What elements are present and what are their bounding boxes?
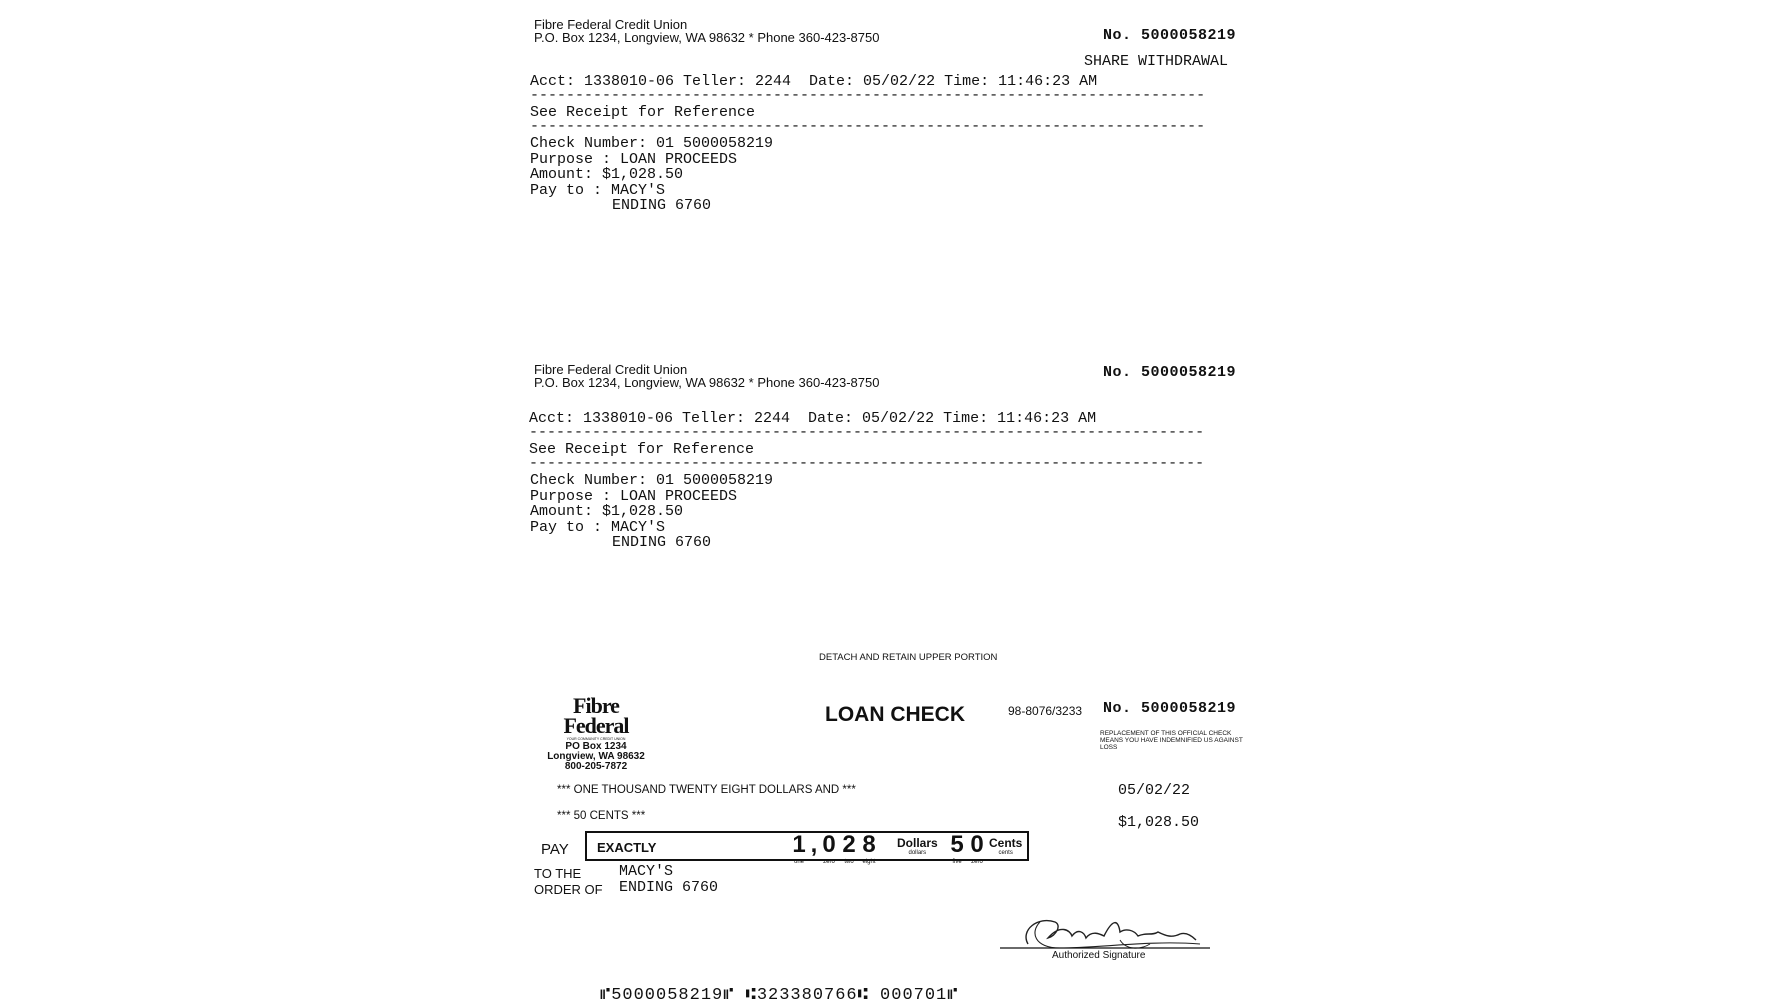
stub1-divider-2: --------------------------------------------------------------------------- — [530, 118, 1206, 135]
stub1-check-number: No. 5000058219 — [1103, 27, 1237, 44]
stub2-institution-name: Fibre Federal Credit Union — [534, 362, 688, 377]
stub1-institution-name: Fibre Federal Credit Union — [534, 17, 688, 32]
routing-fraction: 98-8076/3233 — [1008, 704, 1083, 718]
logo-phone: 800-205-7872 — [564, 761, 628, 772]
stub1-transaction-type: SHARE WITHDRAWAL — [1084, 53, 1229, 70]
dollar-digit-cell — [809, 831, 819, 865]
cent-digit: 0 — [970, 831, 984, 858]
dollars-label: Dollars — [897, 836, 938, 850]
dollar-digit-word: zero — [823, 859, 835, 865]
logo-tagline: YOUR COMMUNITY CREDIT UNION — [566, 737, 626, 741]
check-amount: $1,028.50 — [1118, 814, 1200, 831]
stub1-details — [530, 136, 773, 214]
check-title: LOAN CHECK — [825, 703, 965, 726]
dollar-digit-word: one — [793, 859, 804, 865]
stub2-acct-line: Acct: 1338010-06 Teller: 2244 Date: 05/02/22 Time: 11:46:23 AM — [529, 410, 1097, 427]
detach-instruction: DETACH AND RETAIN UPPER PORTION — [819, 652, 998, 663]
payee — [619, 864, 718, 896]
stub2-check-number-line: Check Number: 01 5000058219 — [530, 472, 774, 489]
stub1-purpose-line: Purpose : LOAN PROCEEDS — [530, 150, 738, 168]
credit-union-logo — [540, 693, 652, 772]
pay-label: PAY — [541, 841, 569, 858]
payee-label — [534, 866, 603, 898]
written-amount-cents: *** 50 CENTS *** — [557, 810, 646, 822]
payee-name: MACY'S — [619, 863, 674, 880]
stub1-divider: --------------------------------------------------------------------------- — [530, 87, 1206, 104]
logo-address2: Longview, WA 98632 — [547, 751, 645, 762]
dollar-digit-cell — [859, 831, 879, 865]
check-date: 05/02/22 — [1118, 782, 1191, 799]
cent-digit: 5 — [950, 831, 964, 858]
dollars-group — [897, 836, 938, 856]
stub1-payto-line: Pay to : MACY'S — [530, 181, 666, 199]
micr-line: ⑈5000058219⑈ ⑆323380766⑆ 000701⑈ — [600, 986, 959, 1005]
logo-address1: PO Box 1234 — [565, 741, 627, 752]
cent-digit-cell — [947, 831, 967, 865]
stub2-reference: See Receipt for Reference — [529, 441, 755, 458]
cents-group — [989, 836, 1022, 856]
cent-digit-word: zero — [971, 859, 983, 865]
dollars-sublabel: dollars — [908, 850, 927, 856]
dollar-digit-cell — [839, 831, 859, 865]
stub1-amount-line: Amount: $1,028.50 — [530, 166, 684, 183]
cent-digit-cell — [967, 831, 987, 865]
dollar-digit: 0 — [822, 831, 836, 858]
stub2-check-number: No. 5000058219 — [1103, 364, 1237, 381]
stub2-purpose-line: Purpose : LOAN PROCEEDS — [530, 487, 738, 505]
to-the-label: TO THE — [534, 866, 582, 881]
payee-line2: ENDING 6760 — [619, 879, 719, 896]
stub2-divider: --------------------------------------------------------------------------- — [529, 424, 1205, 441]
check-number: No. 5000058219 — [1103, 700, 1237, 717]
authorized-signature-label: Authorized Signature — [1052, 950, 1146, 961]
order-of-label: ORDER OF — [534, 882, 603, 897]
stub2-amount-line: Amount: $1,028.50 — [530, 503, 684, 520]
dollar-digit: , — [810, 831, 818, 858]
stub2-institution-address: P.O. Box 1234, Longview, WA 98632 * Phone 360-423-8750 — [534, 375, 880, 390]
exactly-label: EXACTLY — [597, 840, 657, 855]
replacement-notice: REPLACEMENT OF THIS OFFICIAL CHECK MEANS YOU HAVE INDEMNIFIED US AGAINST LOSS — [1100, 730, 1243, 751]
dollar-digits — [789, 831, 879, 865]
dollar-digit: 2 — [842, 831, 856, 858]
dollar-digit: 8 — [862, 831, 876, 858]
stub1-check-number-line: Check Number: 01 5000058219 — [530, 135, 774, 152]
stub1-payto-line2: ENDING 6760 — [612, 197, 712, 214]
cent-digit-word: five — [952, 859, 962, 865]
dollar-digit-word: two — [844, 859, 854, 865]
logo-word-fibre: Fibre — [573, 693, 619, 718]
cents-sublabel: cents — [998, 850, 1013, 856]
cents-label: Cents — [989, 836, 1023, 850]
dollar-digit: 1 — [792, 831, 806, 858]
stub1-institution-address: P.O. Box 1234, Longview, WA 98632 * Phone 360-423-8750 — [534, 30, 880, 45]
stub1-reference: See Receipt for Reference — [530, 104, 756, 121]
stub2-payto-line: Pay to : MACY'S — [530, 518, 666, 536]
stub1-acct-line: Acct: 1338010-06 Teller: 2244 Date: 05/02/22 Time: 11:46:23 AM — [530, 73, 1098, 90]
stub2-details — [530, 473, 773, 551]
dollar-digit-word: eight — [862, 859, 876, 865]
stub2-divider-2: --------------------------------------------------------------------------- — [529, 455, 1205, 472]
cent-digits — [947, 831, 987, 865]
dollar-digit-cell — [789, 831, 809, 865]
stub2-payto-line2: ENDING 6760 — [612, 534, 712, 551]
amount-box — [585, 831, 1029, 865]
written-amount-dollars: *** ONE THOUSAND TWENTY EIGHT DOLLARS AND *** — [557, 784, 856, 796]
dollar-digit-cell — [819, 831, 839, 865]
logo-word-federal: Federal — [563, 713, 629, 738]
